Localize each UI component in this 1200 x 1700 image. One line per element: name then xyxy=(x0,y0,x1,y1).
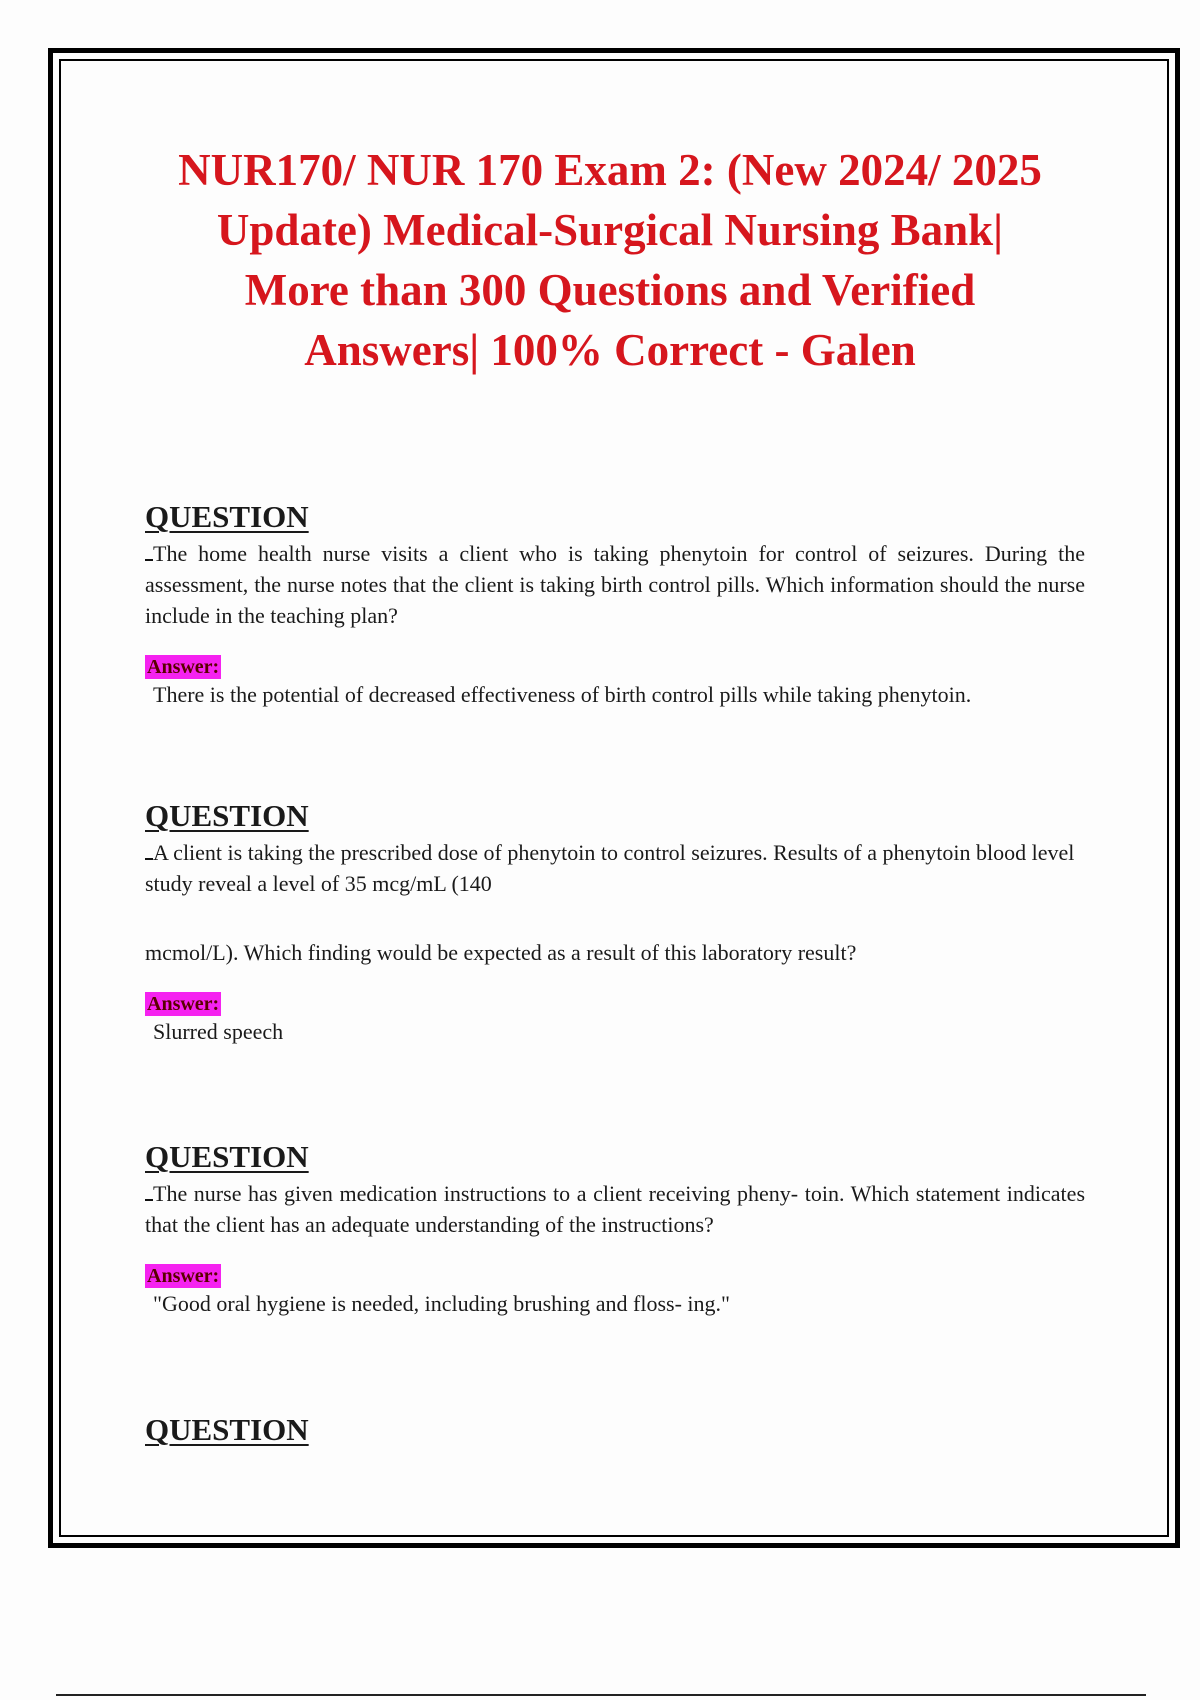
question-heading: QUESTION xyxy=(145,499,309,534)
qa-item-3 xyxy=(145,1140,1085,1319)
question-text-line: A client is taking the prescribed dose of phenytoin to control seizures. Results of a phenytoin blood level study reveal a level of 35 mcg/mL (140 xyxy=(145,840,1075,896)
answer-text: Slurred speech xyxy=(153,1019,284,1044)
lead-mark xyxy=(145,1198,153,1201)
answer-text: "Good oral hygiene is needed, including brushing and floss- ing." xyxy=(153,1291,731,1316)
footer-rule xyxy=(56,1694,1146,1696)
lead-mark xyxy=(145,558,153,561)
qa-item-2 xyxy=(145,799,1085,1047)
question-text-line: The home health nurse visits a client who is taking phenytoin for control of seizures. During the assessment, the nurse notes that the client is taking birth control pills. Which information should the nurse include in the teaching plan? xyxy=(145,541,1085,628)
question-heading: QUESTION xyxy=(145,798,309,833)
title-line-1: NUR170/ NUR 170 Exam 2: (New 2024/ 2025 xyxy=(178,145,1042,195)
answer-text: There is the potential of decreased effectiveness of birth control pills while taking phenytoin. xyxy=(153,682,972,707)
answer-label: Answer: xyxy=(147,993,220,1015)
answer-label: Answer: xyxy=(147,1265,220,1287)
document-title xyxy=(130,140,1090,380)
question-heading: QUESTION xyxy=(145,1139,309,1174)
qa-item-4 xyxy=(145,1413,1085,1451)
question-text xyxy=(145,538,1085,631)
answer-label: Answer: xyxy=(147,656,220,678)
title-line-2: Update) Medical-Surgical Nursing Bank| xyxy=(216,205,1004,255)
qa-item-1 xyxy=(145,500,1085,710)
question-text-line: The nurse has given medication instructions to a client receiving pheny- toin. Which statement indicates that the client has an adequate understanding of the instructions? xyxy=(145,1181,1085,1237)
question-text-continued: mcmol/L). Which finding would be expected as a result of this laboratory result? xyxy=(145,940,857,965)
title-line-4: Answers| 100% Correct - Galen xyxy=(304,325,916,375)
title-line-3: More than 300 Questions and Verified xyxy=(244,265,976,315)
lead-mark xyxy=(145,857,153,860)
question-text xyxy=(145,1178,1085,1240)
question-text xyxy=(145,837,1085,899)
question-heading: QUESTION xyxy=(145,1412,309,1447)
